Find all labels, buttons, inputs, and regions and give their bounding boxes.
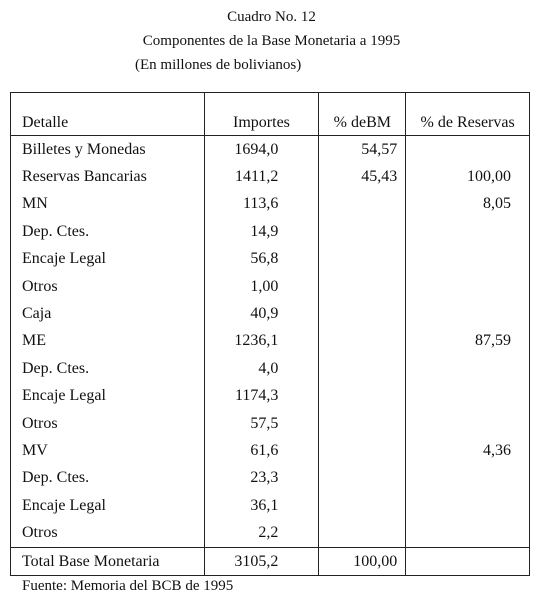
cell-detalle: MN — [11, 191, 205, 218]
table-row — [11, 328, 530, 355]
table-row — [11, 163, 530, 190]
cell-pct-reservas — [406, 136, 530, 164]
cell-detalle: Encaje Legal — [11, 246, 205, 273]
cell-pct-reservas — [406, 383, 530, 410]
cell-pct-reservas: 4,36 — [483, 441, 511, 459]
cell-detalle: Otros — [11, 410, 205, 437]
cell-importe: 56,8 — [204, 246, 319, 273]
cell-pct-bm — [319, 437, 406, 464]
cell-importe: 14,9 — [204, 218, 319, 245]
table-title: Cuadro No. 12 — [227, 9, 316, 25]
cell-detalle: Otros — [11, 519, 205, 547]
table-row — [11, 437, 530, 464]
cell-importe: 4,0 — [204, 355, 319, 382]
table-row — [11, 492, 530, 519]
cell-pct-bm: 45,43 — [319, 163, 406, 190]
header-row — [11, 93, 530, 136]
cell-pct-reservas — [406, 410, 530, 437]
table-row — [11, 191, 530, 218]
table-row — [11, 300, 530, 327]
cell-detalle: Reservas Bancarias — [11, 163, 205, 190]
table-row — [11, 273, 530, 300]
cell-pct-bm: 54,57 — [319, 136, 406, 164]
table-subtitle: Componentes de la Base Monetaria a 1995 — [142, 33, 401, 49]
cell-importe: 1411,2 — [204, 163, 319, 190]
cell-detalle: Dep. Ctes. — [11, 218, 205, 245]
cell-pct-reservas — [406, 492, 530, 519]
cell-pct-bm — [319, 519, 406, 547]
cell-detalle: Dep. Ctes. — [11, 355, 205, 382]
units-note: (En millones de bolivianos) — [135, 57, 302, 73]
table-row — [11, 136, 530, 164]
cell-pct-reservas — [406, 300, 530, 327]
cell-detalle: Encaje Legal — [11, 383, 205, 410]
total-row — [11, 547, 530, 575]
cell-pct-bm — [319, 191, 406, 218]
cell-pct-reservas — [406, 519, 530, 547]
cell-importe: 1174,3 — [204, 383, 319, 410]
cell-pct-bm — [319, 355, 406, 382]
cell-importe: 36,1 — [204, 492, 319, 519]
cell-detalle: Dep. Ctes. — [11, 465, 205, 492]
cell-detalle: Total Base Monetaria — [11, 547, 205, 575]
cell-pct-reservas — [406, 547, 530, 575]
cell-importe: 23,3 — [204, 465, 319, 492]
cell-importe: 40,9 — [204, 300, 319, 327]
cell-pct-reservas: 87,59 — [475, 332, 511, 350]
cell-pct-reservas — [406, 246, 530, 273]
table-row — [11, 246, 530, 273]
cell-importe: 57,5 — [204, 410, 319, 437]
table-row — [11, 383, 530, 410]
cell-pct-bm — [319, 410, 406, 437]
table-row — [11, 519, 530, 547]
cell-importe: 113,6 — [204, 191, 319, 218]
table-body — [11, 136, 530, 576]
cell-pct-bm — [319, 300, 406, 327]
cell-pct-bm: 100,00 — [319, 547, 406, 575]
column-header-pct-bm: % deBM — [319, 93, 406, 136]
cell-importe: 1694,0 — [204, 136, 319, 164]
cell-pct-bm — [319, 492, 406, 519]
cell-pct-bm — [319, 465, 406, 492]
cell-detalle: Encaje Legal — [11, 492, 205, 519]
cell-detalle: Caja — [11, 300, 205, 327]
source-note: Fuente: Memoria del BCB de 1995 — [22, 578, 234, 594]
base-monetaria-table — [10, 92, 530, 576]
cell-pct-bm — [319, 328, 406, 355]
cell-pct-bm — [319, 218, 406, 245]
cell-detalle: MV — [11, 437, 205, 464]
column-header-detalle: Detalle — [11, 93, 205, 136]
column-header-pct-reservas: % de Reservas — [406, 93, 530, 136]
cell-pct-reservas — [406, 465, 530, 492]
cell-pct-reservas — [406, 218, 530, 245]
cell-importe: 61,6 — [204, 437, 319, 464]
cell-pct-reservas — [406, 273, 530, 300]
cell-importe: 1,00 — [204, 273, 319, 300]
cell-importe: 3105,2 — [204, 547, 319, 575]
cell-importe: 1236,1 — [204, 328, 319, 355]
table-row — [11, 218, 530, 245]
cell-pct-reservas: 100,00 — [467, 168, 511, 186]
table-row — [11, 410, 530, 437]
column-header-importes: Importes — [204, 93, 319, 136]
cell-pct-reservas — [406, 355, 530, 382]
cell-pct-reservas: 8,05 — [483, 195, 511, 213]
cell-pct-bm — [319, 383, 406, 410]
cell-importe: 2,2 — [204, 519, 319, 547]
cell-pct-bm — [319, 273, 406, 300]
cell-pct-bm — [319, 246, 406, 273]
table-row — [11, 355, 530, 382]
cell-detalle: Billetes y Monedas — [11, 136, 205, 164]
table-row — [11, 465, 530, 492]
cell-detalle: Otros — [11, 273, 205, 300]
cell-detalle: ME — [11, 328, 205, 355]
